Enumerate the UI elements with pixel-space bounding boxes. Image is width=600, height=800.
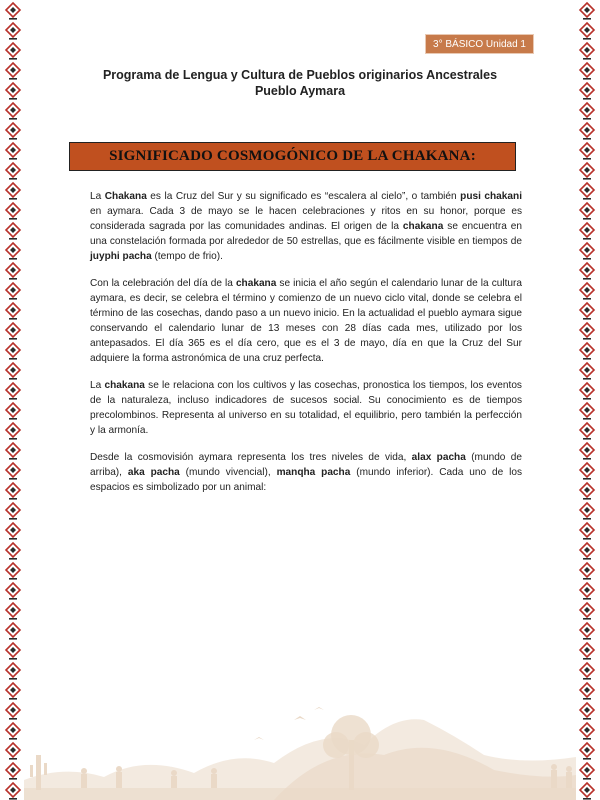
border-motif [580, 503, 594, 520]
border-motif [6, 323, 20, 340]
people-name: Pueblo Aymara [254, 84, 346, 98]
border-motif [6, 563, 20, 580]
border-motif [6, 483, 20, 500]
border-motif [6, 603, 20, 620]
border-motif [580, 563, 594, 580]
grade-unit-text: 3° BÁSICO Unidad 1 [433, 38, 526, 50]
border-motif [6, 263, 20, 280]
section-title-box [69, 142, 516, 171]
paragraph-3: La chakana se le relaciona con los cultivos y las cosechas, pronostica los tiempos, los eventos de la naturaleza, incluso indicadores de sucesos social. Su conocimiento es de tiempos precolombinos. Representa al universo en su totalidad, el equilibrio, pero también la perfección y la armonía. [90, 380, 522, 436]
border-motif [580, 343, 594, 360]
border-motif [6, 163, 20, 180]
border-motif [580, 543, 594, 560]
border-motif [580, 183, 594, 200]
border-motif [580, 603, 594, 620]
border-motif [6, 743, 20, 760]
border-motif [580, 643, 594, 660]
border-motif [6, 183, 20, 200]
border-motif [6, 403, 20, 420]
border-motif [6, 583, 20, 600]
border-motif [580, 703, 594, 720]
term-alax-pacha: alax pacha [411, 452, 466, 463]
border-motif [580, 143, 594, 160]
border-motif [6, 443, 20, 460]
border-motif [6, 723, 20, 740]
term-aka-pacha: aka pacha [127, 467, 180, 478]
border-motif [580, 283, 594, 300]
border-motif [580, 383, 594, 400]
border-motif [580, 623, 594, 640]
border-motif [6, 143, 20, 160]
border-motif [580, 423, 594, 440]
document-header [40, 67, 560, 99]
border-motif [580, 403, 594, 420]
border-motif [6, 783, 20, 800]
landscape-shapes [24, 707, 576, 800]
term-chakana: Chakana [104, 191, 147, 202]
border-motif [580, 323, 594, 340]
border-motif [6, 763, 20, 780]
border-motif [580, 63, 594, 80]
border-motif [6, 83, 20, 100]
andean-landscape-illustration [24, 685, 576, 800]
border-motif [6, 623, 20, 640]
border-motif [580, 223, 594, 240]
border-motif [6, 363, 20, 380]
border-motif [580, 723, 594, 740]
left-decorative-border [2, 0, 24, 800]
right-decorative-border [576, 0, 598, 800]
grade-unit-badge [425, 34, 534, 54]
border-motif [580, 743, 594, 760]
border-motif [6, 283, 20, 300]
border-motif [6, 43, 20, 60]
border-motif [580, 303, 594, 320]
border-motif [6, 343, 20, 360]
border-motif [580, 443, 594, 460]
border-motif [580, 123, 594, 140]
border-motif [580, 243, 594, 260]
border-motif [6, 103, 20, 120]
border-motif [580, 783, 594, 800]
term-chakana: chakana [235, 278, 277, 289]
border-motif [6, 643, 20, 660]
term-juyphi-pacha: juyphi pacha [90, 251, 152, 262]
program-title: Programa de Lengua y Cultura de Pueblos originarios Ancestrales [102, 68, 498, 82]
border-motif [580, 83, 594, 100]
border-motif [6, 3, 20, 20]
border-motif [580, 763, 594, 780]
paragraph-2: Con la celebración del día de la chakana se inicia el año según el calendario lunar de la cultura aymara, es decir, se celebra el término y comienzo de un nuevo ciclo vital, donde se celebra el término de las cosechas, dando paso a un nuevo inicio. En la actualidad el pueblo aymara sigue conservando el calendario lunar de 13 meses con 28 días cada mes, utilizado por los antepasados. El día 365 es el día cero, que es el 3 de mayo, día en que la Cruz del Sur adquiere la forma astronómica de una cruz perfecta. [90, 278, 523, 364]
border-motif [6, 223, 20, 240]
border-motif [580, 463, 594, 480]
border-motif [6, 703, 20, 720]
paragraph-4: Desde la cosmovisión aymara representa los tres niveles de vida, alax pacha (mundo de arriba), aka pacha (mundo vivencial), manqha pacha (mundo inferior). Cada uno de los espacios es simbolizado por un animal: [90, 452, 523, 493]
border-motif [6, 203, 20, 220]
border-motif [6, 63, 20, 80]
border-motif [580, 163, 594, 180]
border-motif [580, 3, 594, 20]
term-manqha-pacha: manqha pacha [276, 467, 351, 478]
border-motif [6, 523, 20, 540]
border-motif [6, 383, 20, 400]
term-chakana: chakana [402, 221, 444, 232]
border-motif [6, 123, 20, 140]
border-motif [6, 303, 20, 320]
border-motif [580, 23, 594, 40]
border-motif [6, 243, 20, 260]
border-motif [6, 23, 20, 40]
border-motif [580, 263, 594, 280]
border-motif [580, 363, 594, 380]
border-motif [6, 423, 20, 440]
border-motif [580, 103, 594, 120]
border-motif [6, 683, 20, 700]
term-pusi-chakani: pusi chakani [460, 191, 522, 202]
body-text [90, 189, 522, 507]
border-motif [6, 663, 20, 680]
border-motif [6, 463, 20, 480]
border-motif [580, 583, 594, 600]
section-title: SIGNIFICADO COSMOGÓNICO DE LA CHAKANA: [109, 148, 476, 164]
border-motif [580, 43, 594, 60]
border-motif [580, 203, 594, 220]
term-chakana: chakana [104, 380, 145, 391]
border-motif [580, 523, 594, 540]
border-motif [580, 663, 594, 680]
border-motif [6, 543, 20, 560]
paragraph-1: La Chakana es la Cruz del Sur y su significado es “escalera al cielo”, o también pusi chakani en aymara. Cada 3 de mayo se le hacen celebraciones y ritos en su honor, porque es considerada sagrada por las comunidades andinas. El origen de la chakana se encuentra en una constelación formada por alrededor de 50 estrellas, que es fácilmente visible en tiempos de juyphi pacha (tempo de frio). [90, 191, 522, 262]
border-motif [580, 483, 594, 500]
border-motif [580, 683, 594, 700]
border-motif [6, 503, 20, 520]
